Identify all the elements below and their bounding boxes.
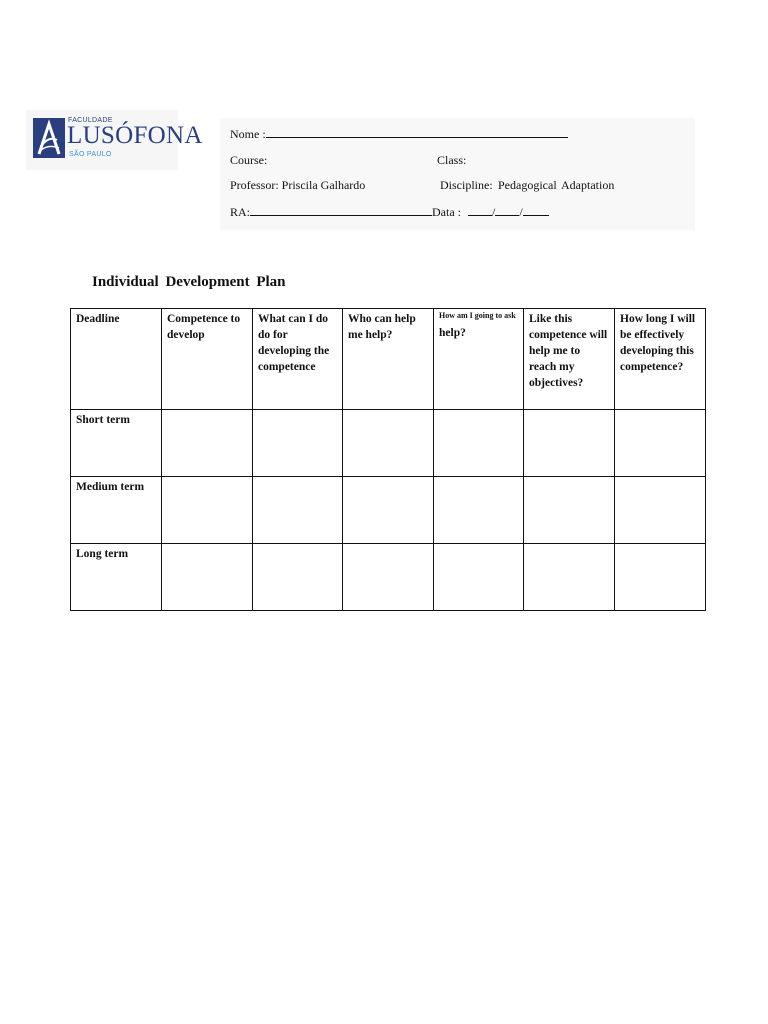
discipline-value-2: Adaptation — [561, 178, 615, 192]
table-cell[interactable] — [253, 544, 343, 611]
logo-small-text: FACULDADE — [68, 117, 113, 124]
table-cell[interactable] — [343, 410, 434, 477]
table-cell[interactable] — [343, 544, 434, 611]
logo-sub-text: SÃO PAULO — [69, 151, 112, 158]
table-cell[interactable] — [162, 544, 253, 611]
table-row — [71, 544, 706, 611]
class-label: Class: — [437, 153, 467, 167]
header-how-long: How long I will be effectively developing this competence? — [615, 309, 706, 410]
table-cell[interactable] — [434, 477, 524, 544]
table-cell[interactable] — [253, 477, 343, 544]
professor-text: Professor: Priscila Galhardo — [230, 178, 366, 192]
header-competence: Competence to develop — [162, 309, 253, 410]
course-label: Course: — [230, 153, 268, 167]
table-cell[interactable] — [434, 544, 524, 611]
header-what-can-i-do: What can I do do for developing the competence — [253, 309, 343, 410]
header-deadline: Deadline — [71, 309, 162, 410]
date-day-line[interactable] — [468, 204, 492, 216]
date-month-line[interactable] — [495, 204, 519, 216]
row-label-medium-term: Medium term — [71, 477, 162, 544]
ra-line — [250, 204, 432, 216]
table-header-row — [71, 309, 706, 410]
table-row — [71, 477, 706, 544]
table-cell[interactable] — [162, 410, 253, 477]
table-cell[interactable] — [615, 410, 706, 477]
table-cell[interactable] — [524, 477, 615, 544]
name-line — [266, 126, 568, 138]
table-cell[interactable] — [253, 410, 343, 477]
row-label-long-term: Long term — [71, 544, 162, 611]
ra-label: RA: — [230, 205, 251, 219]
discipline-label: Discipline: — [440, 178, 493, 192]
ra-field[interactable] — [230, 204, 549, 220]
name-label: Nome : — [230, 127, 266, 141]
faculty-logo — [26, 110, 203, 170]
page-title: Individual Development Plan — [92, 274, 286, 290]
table-cell[interactable] — [434, 410, 524, 477]
table-cell[interactable] — [524, 410, 615, 477]
date-sep-2: / — [519, 205, 523, 219]
header-objectives: Like this competence will help me to reach my objectives? — [524, 309, 615, 410]
table-cell[interactable] — [343, 477, 434, 544]
header-how-to-ask-line2: help? — [439, 327, 466, 339]
header-who-can-help: Who can help me help? — [343, 309, 434, 410]
header-how-to-ask — [434, 309, 524, 410]
table-cell[interactable] — [615, 477, 706, 544]
data-label: Data : — [432, 205, 462, 219]
development-plan-table — [70, 308, 706, 611]
lusofona-logo-icon — [33, 118, 65, 158]
table-row — [71, 410, 706, 477]
header-how-to-ask-line1: How am I going to ask — [439, 311, 516, 320]
logo-main-text: LUSÓFONA — [67, 122, 203, 149]
table-cell[interactable] — [524, 544, 615, 611]
table-cell[interactable] — [615, 544, 706, 611]
name-field[interactable] — [230, 126, 568, 142]
date-sep-1: / — [492, 205, 496, 219]
discipline-value-1: Pedagogical — [498, 178, 557, 192]
table-cell[interactable] — [162, 477, 253, 544]
date-year-line[interactable] — [523, 204, 549, 216]
row-label-short-term: Short term — [71, 410, 162, 477]
